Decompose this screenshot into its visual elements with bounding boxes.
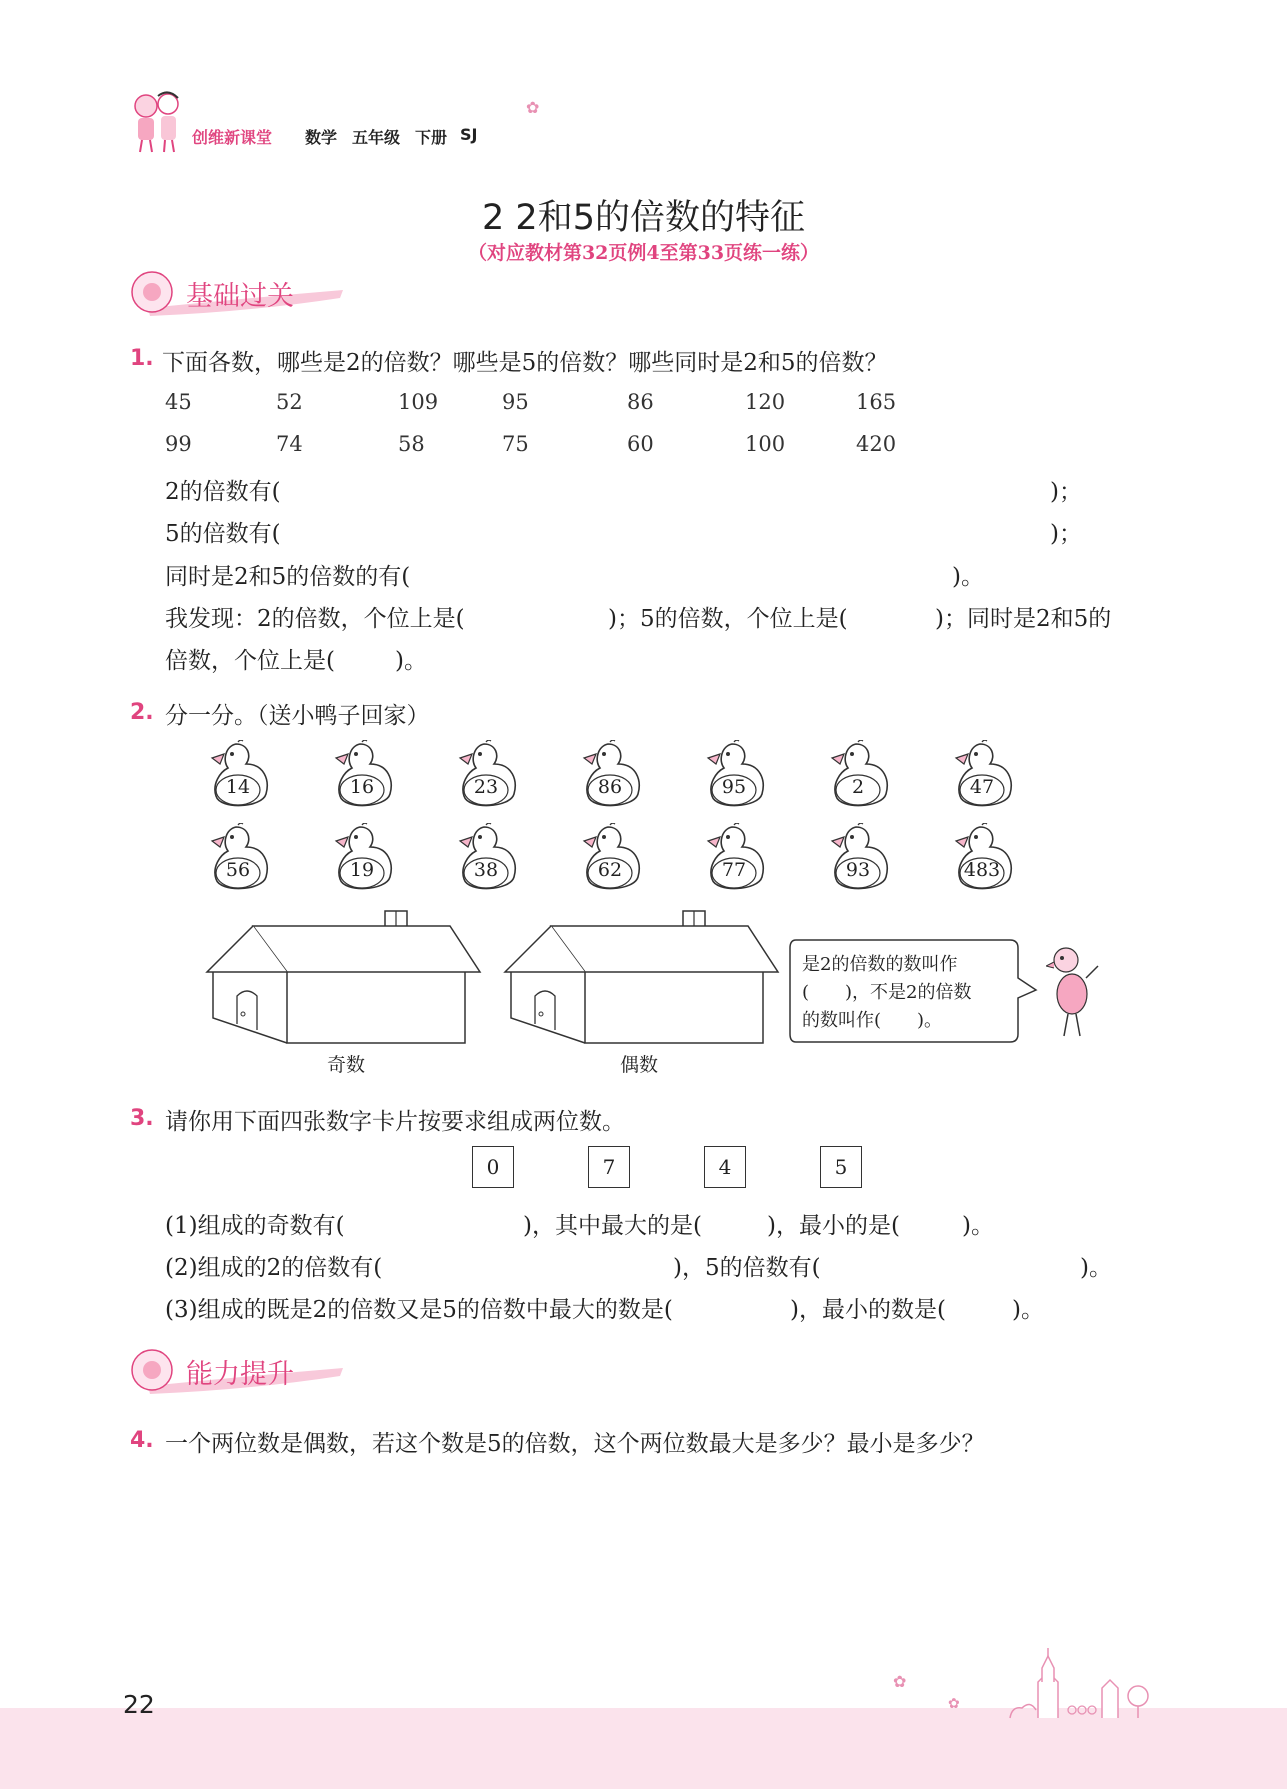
section-title-basic: 基础过关 [186,281,294,312]
flower-icon: ✿ [893,1672,907,1691]
duck[interactable] [826,823,890,895]
duck[interactable] [702,823,766,895]
duck[interactable] [950,740,1014,812]
duck-number: 23 [473,776,499,798]
q1-discover-part: )。 [395,648,427,674]
bird-mascot [1046,944,1102,1038]
footer-band [0,1708,1287,1789]
q4-prompt: 一个两位数是偶数，若这个数是5的倍数，这个两位数最大是多少？最小是多少？ [165,1431,985,1457]
duck[interactable] [330,823,394,895]
q1-multiples-of-2-close: )； [1050,479,1082,505]
bubble-text: 是2的倍数的数叫作 [802,954,958,975]
duck-number: 19 [349,859,375,881]
header-brand: 创维新课堂 [192,128,273,147]
q1-both-label: 同时是2和5的倍数的有( [165,564,411,590]
header-subject: 数学 [305,128,338,147]
bubble-text: ( )，不是2的倍数 [802,982,972,1003]
header-mascots [128,88,188,154]
duck-number: 14 [225,776,251,798]
house-odd-label: 奇数 [327,1054,366,1076]
q1-multiples-of-2-label: 2的倍数有( [165,479,281,505]
flower-icon: ✿ [526,98,540,117]
duck-number: 95 [721,776,747,798]
q3-part2: )。 [1080,1255,1112,1281]
q1-prompt: 下面各数，哪些是2的倍数？哪些是5的倍数？哪些同时是2和5的倍数？ [162,350,888,376]
house-odd[interactable] [205,908,485,1044]
bubble-text: 的数叫作( )。 [802,1010,943,1031]
q1-row1-item: 95 [502,390,529,414]
duck-number: 38 [473,859,499,881]
q3-part2: (2)组成的2的倍数有( [165,1255,383,1281]
q3-part3: )，最小的数是( [790,1297,946,1323]
duck[interactable] [454,823,518,895]
q3-part1: )，最小的是( [767,1213,900,1239]
q2-number: 2. [130,700,154,725]
q1-discover-part: )；5的倍数，个位上是( [608,606,848,632]
duck-number: 62 [597,859,623,881]
header-grade: 五年级 [352,128,401,147]
digit-card: 4 [704,1146,746,1188]
q1-both-close: )。 [952,564,984,590]
duck[interactable] [950,823,1014,895]
q1-discover-part: 我发现：2的倍数，个位上是( [165,606,465,632]
q1-row1-item: 52 [276,390,303,414]
q3-number: 3. [130,1106,154,1131]
q1-row2-item: 74 [276,432,303,456]
duck[interactable] [330,740,394,812]
duck-number: 16 [349,776,375,798]
duck-number: 56 [225,859,251,881]
duck[interactable] [578,740,642,812]
duck[interactable] [578,823,642,895]
page-subtitle: （对应教材第32页例4至第33页练一练） [467,242,820,264]
q3-prompt: 请你用下面四张数字卡片按要求组成两位数。 [165,1109,625,1135]
duck-number: 483 [963,859,1001,881]
q1-number: 1. [130,346,154,371]
q3-part3: (3)组成的既是2的倍数又是5的倍数中最大的数是( [165,1297,673,1323]
q1-multiples-of-5-close: )； [1050,521,1082,547]
q1-row2-item: 100 [745,432,786,456]
flower-icon: ✿ [948,1696,960,1712]
q1-row2-item: 60 [627,432,654,456]
duck[interactable] [702,740,766,812]
duck[interactable] [206,823,270,895]
q1-discover-part: )；同时是2和5的 [935,606,1112,632]
page-title: 2 2和5的倍数的特征 [482,198,805,238]
header-volume: 下册 [415,128,448,147]
q4-number: 4. [130,1428,154,1453]
q3-part1: (1)组成的奇数有( [165,1213,345,1239]
house-even-label: 偶数 [620,1054,659,1076]
q2-prompt: 分一分。（送小鸭子回家） [165,703,430,729]
q1-row1-item: 109 [398,390,439,414]
q1-discover-part: 倍数，个位上是( [165,648,335,674]
q1-row1-item: 86 [627,390,654,414]
q1-row2-item: 99 [165,432,192,456]
q1-row2-item: 58 [398,432,425,456]
q1-row1-item: 45 [165,390,192,414]
digit-card: 7 [588,1146,630,1188]
q1-row2-item: 75 [502,432,529,456]
q1-row1-item: 120 [745,390,786,414]
duck[interactable] [206,740,270,812]
house-even[interactable] [503,908,783,1044]
digit-card: 5 [820,1146,862,1188]
duck-number: 93 [845,859,871,881]
section-title-advanced: 能力提升 [186,1359,294,1390]
q3-part3: )。 [1012,1297,1044,1323]
q1-multiples-of-5-label: 5的倍数有( [165,521,281,547]
header-edition: SJ [460,125,478,144]
q1-row2-item: 420 [856,432,897,456]
duck-number: 2 [851,776,865,798]
footer-castle-decoration [990,1648,1170,1720]
q3-part2: )，5的倍数有( [673,1255,821,1281]
duck-number: 86 [597,776,623,798]
q1-row1-item: 165 [856,390,897,414]
q3-part1: )。 [962,1213,994,1239]
duck[interactable] [826,740,890,812]
page-number: 22 [123,1690,155,1719]
q3-part1: )，其中最大的是( [523,1213,702,1239]
duck[interactable] [454,740,518,812]
digit-card: 0 [472,1146,514,1188]
duck-number: 77 [721,859,747,881]
duck-number: 47 [969,776,995,798]
